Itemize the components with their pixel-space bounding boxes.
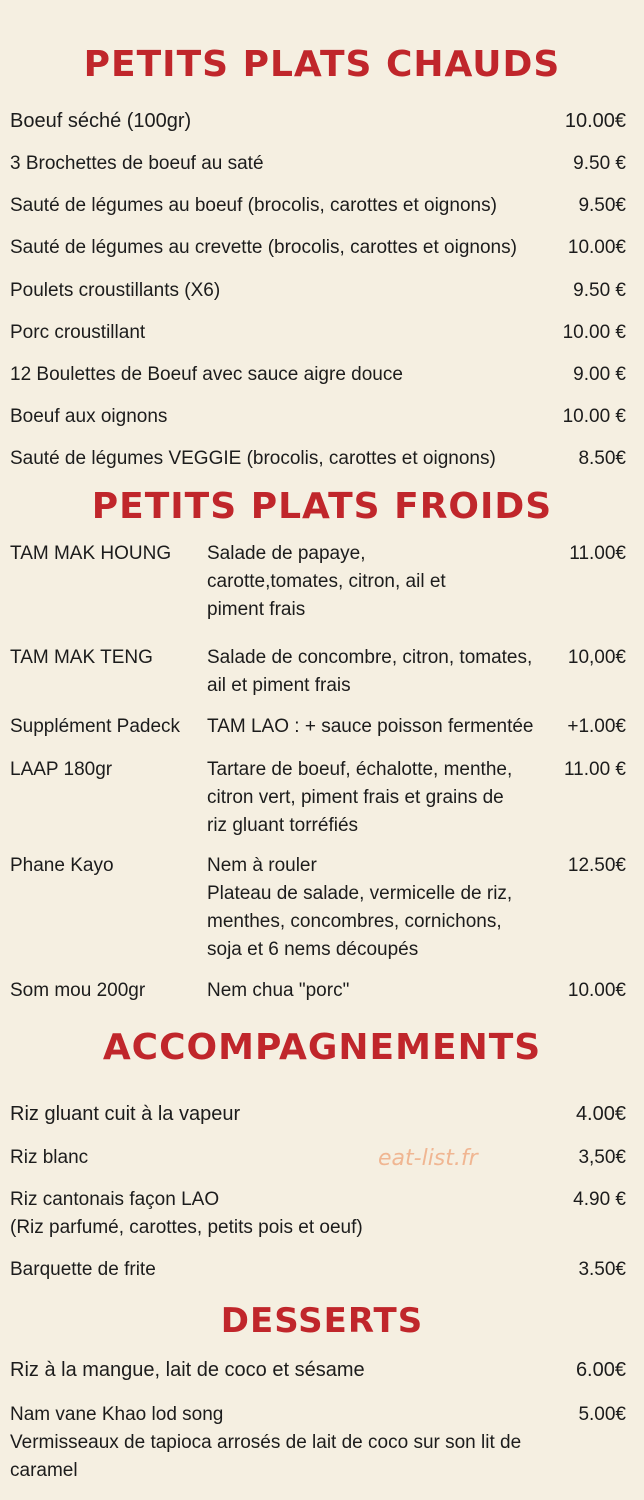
item-name: Nam vane Khao lod song bbox=[10, 1404, 224, 1425]
item-name: Som mou 200gr bbox=[10, 980, 146, 1001]
item-name: Boeuf aux oignons bbox=[10, 406, 168, 427]
watermark-text: eat-list.fr bbox=[378, 1146, 478, 1171]
item-name: TAM MAK TENG bbox=[10, 647, 153, 668]
item-description: Nem chua "porc" bbox=[207, 980, 350, 1001]
section-title-accompagnements: ACCOMPAGNEMENTS bbox=[102, 1027, 542, 1068]
menu-item bbox=[10, 540, 626, 624]
item-name: LAAP 180gr bbox=[10, 759, 113, 780]
item-price: +1.00€ bbox=[567, 716, 626, 737]
item-name: Sauté de légumes au crevette (brocolis, carottes et oignons) bbox=[10, 237, 517, 258]
item-name: 3 Brochettes de boeuf au saté bbox=[10, 153, 264, 174]
menu-item bbox=[10, 852, 626, 964]
item-name: Barquette de frite bbox=[10, 1259, 156, 1280]
item-name: Poulets croustillants (X6) bbox=[10, 280, 221, 301]
section-title-petits-plats-chauds: PETITS PLATS CHAUDS bbox=[83, 44, 561, 85]
item-price: 3.50€ bbox=[578, 1259, 626, 1280]
item-name: 12 Boulettes de Boeuf avec sauce aigre douce bbox=[10, 364, 403, 385]
item-name: Riz blanc bbox=[10, 1147, 89, 1168]
item-price: 11.00€ bbox=[569, 543, 626, 564]
item-note: Vermisseaux de tapioca arrosés de lait de coco sur son lit de caramel bbox=[10, 1432, 522, 1481]
item-price: 10.00€ bbox=[567, 237, 626, 258]
item-price: 10.00€ bbox=[567, 980, 626, 1001]
section-title-petits-plats-froids: PETITS PLATS FROIDS bbox=[91, 486, 553, 527]
item-note: (Riz parfumé, carottes, petits pois et oeuf) bbox=[10, 1217, 363, 1238]
item-price: 6.00€ bbox=[575, 1359, 626, 1381]
item-description: Salade de concombre, citron, tomates, ail et piment frais bbox=[207, 647, 533, 696]
item-name: Supplément Padeck bbox=[10, 716, 181, 737]
menu-item bbox=[10, 1401, 626, 1485]
item-price: 9.50 € bbox=[573, 153, 626, 174]
item-price: 11.00 € bbox=[564, 759, 626, 780]
item-name: Sauté de légumes VEGGIE (brocolis, carottes et oignons) bbox=[10, 448, 496, 469]
item-price: 9.50 € bbox=[573, 280, 626, 301]
item-price: 8.50€ bbox=[578, 448, 626, 469]
item-name: Riz gluant cuit à la vapeur bbox=[10, 1103, 241, 1125]
item-price: 4.90 € bbox=[573, 1189, 626, 1210]
item-price: 12.50€ bbox=[567, 855, 626, 876]
menu-item bbox=[10, 644, 626, 700]
item-description: TAM LAO : + sauce poisson fermentée bbox=[207, 716, 534, 737]
item-description: Tartare de boeuf, échalotte, menthe, citron vert, piment frais et grains de riz gluant torréfiés bbox=[207, 759, 513, 836]
item-name: Riz cantonais façon LAO bbox=[10, 1189, 220, 1210]
item-price: 10.00 € bbox=[562, 406, 626, 427]
item-price: 4.00€ bbox=[575, 1103, 626, 1125]
item-price: 9.50€ bbox=[578, 195, 626, 216]
item-price: 10,00€ bbox=[567, 647, 626, 668]
item-name: Sauté de légumes au boeuf (brocolis, carottes et oignons) bbox=[10, 195, 497, 216]
item-price: 9.00 € bbox=[573, 364, 626, 385]
item-name: Phane Kayo bbox=[10, 855, 114, 876]
item-price: 10.00 € bbox=[562, 322, 626, 343]
item-name: TAM MAK HOUNG bbox=[10, 543, 172, 564]
menu-item bbox=[10, 1186, 626, 1242]
item-price: 10.00€ bbox=[564, 110, 626, 132]
item-name: Boeuf séché (100gr) bbox=[10, 110, 192, 132]
item-name: Porc croustillant bbox=[10, 322, 146, 343]
section-title-desserts: DESSERTS bbox=[220, 1301, 424, 1341]
item-price: 3,50€ bbox=[578, 1147, 626, 1168]
item-description: Salade de papaye, carotte,tomates, citron, ail et piment frais bbox=[207, 543, 446, 620]
item-name: Riz à la mangue, lait de coco et sésame bbox=[10, 1359, 365, 1381]
item-description: Nem à rouler Plateau de salade, vermicelle de riz, menthes, concombres, cornichons, soja et 6 nems découpés bbox=[207, 855, 513, 960]
menu-item bbox=[10, 756, 626, 840]
item-price: 5.00€ bbox=[578, 1404, 626, 1425]
